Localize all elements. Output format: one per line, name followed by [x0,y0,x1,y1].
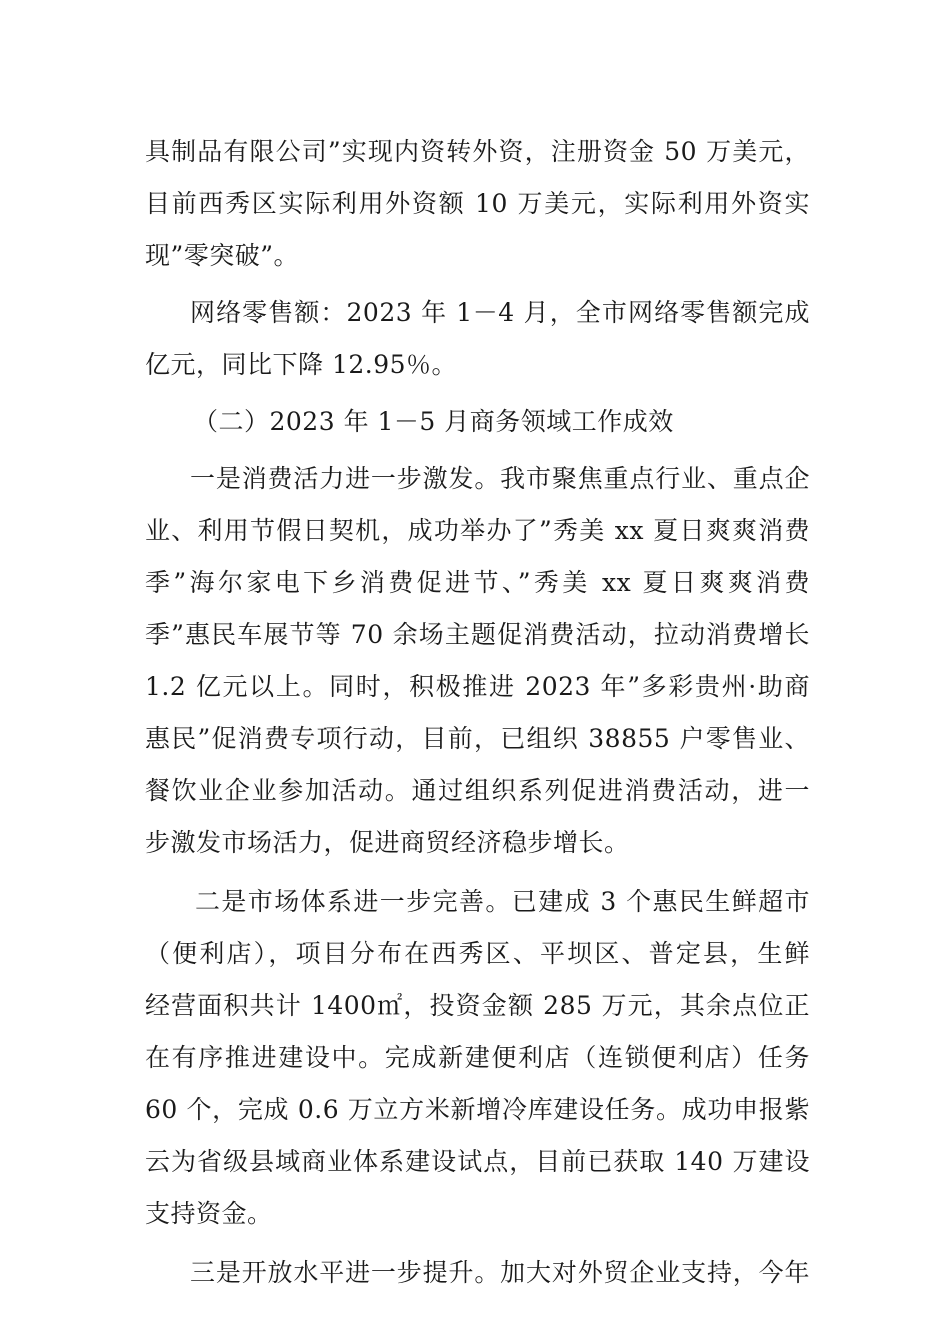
text-line: 步激发市场活力，促进商贸经济稳步增长。 [145,828,630,857]
text-line: 二是市场体系进一步完善。已建成 3 个惠民生鲜超市 [195,887,810,916]
paragraph-online-retail [145,287,810,391]
text-line: 60 个，完成 0.6 万立方米新增冷库建设任务。成功申报紫 [145,1095,810,1124]
text-line: 季”惠民车展节等 70 余场主题促消费活动，拉动消费增长 [145,620,810,649]
paragraph-consumption [145,453,810,869]
text-line: 亿元，同比下降 12.95％。 [145,350,458,379]
document-body [145,126,810,1299]
text-line: （便利店），项目分布在西秀区、平坝区、普定县，生鲜 [145,939,810,968]
text-line: 三是开放水平进一步提升。加大对外贸企业支持，今年 [190,1258,810,1287]
section-heading [145,396,810,448]
text-line: 季”海尔家电下乡消费促进节、”秀美 xx 夏日爽爽消费 [145,568,810,597]
text-line: 惠民”促消费专项行动，目前，已组织 38855 户零售业、 [145,724,810,753]
text-line: 一是消费活力进一步激发。我市聚焦重点行业、重点企 [190,464,810,493]
text-line: 具制品有限公司”实现内资转外资，注册资金 50 万美元， [145,137,810,166]
heading-text: （二）2023 年 1－5 月商务领域工作成效 [193,407,674,436]
text-line: 业、利用节假日契机，成功举办了”秀美 xx 夏日爽爽消费 [145,516,810,545]
text-line: 餐饮业企业参加活动。通过组织系列促进消费活动，进一 [145,776,810,805]
paragraph-opening-up [145,1247,810,1299]
text-line: 网络零售额：2023 年 1－4 月，全市网络零售额完成 [190,298,810,327]
paragraph-fdi [145,126,810,282]
text-line: 云为省级县域商业体系建设试点，目前已获取 140 万建设 [145,1147,810,1176]
paragraph-market-system [145,876,810,1240]
text-line: 在有序推进建设中。完成新建便利店（连锁便利店）任务 [145,1043,810,1072]
text-line: 支持资金。 [145,1199,273,1228]
text-line: 1.2 亿元以上。同时，积极推进 2023 年”多彩贵州·助商 [145,672,810,701]
text-line: 目前西秀区实际利用外资额 10 万美元，实际利用外资实 [145,189,810,218]
text-line: 现”零突破”。 [145,241,300,270]
text-line: 经营面积共计 1400㎡，投资金额 285 万元，其余点位正 [145,991,810,1020]
